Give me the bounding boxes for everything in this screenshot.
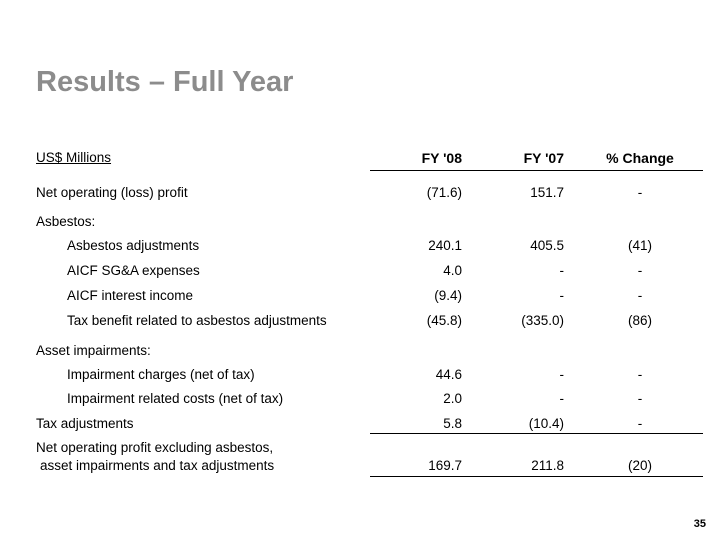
row-label: AICF interest income bbox=[67, 288, 194, 303]
row-fy07: (10.4) bbox=[528, 416, 564, 431]
row-fy07: - bbox=[559, 367, 564, 382]
total-rule bbox=[370, 476, 703, 477]
row-label: Impairment charges (net of tax) bbox=[67, 367, 255, 382]
row-fy07: 151.7 bbox=[530, 185, 564, 200]
row-label: Net operating (loss) profit bbox=[36, 185, 188, 200]
row-fy08: 5.8 bbox=[443, 416, 462, 431]
row-change: - bbox=[637, 263, 643, 278]
row-label-line1: Net operating profit excluding asbestos, bbox=[36, 440, 274, 455]
row-change: - bbox=[637, 391, 643, 406]
row-change: - bbox=[637, 367, 643, 382]
row-fy07: - bbox=[559, 288, 564, 303]
row-fy08: 4.0 bbox=[443, 263, 462, 278]
change-header: % Change bbox=[606, 150, 674, 166]
row-fy07: (335.0) bbox=[521, 313, 564, 328]
row-fy08: 2.0 bbox=[443, 391, 462, 406]
row-label: Tax adjustments bbox=[36, 416, 134, 431]
section-label-impairments: Asset impairments: bbox=[36, 343, 151, 358]
row-fy08: 169.7 bbox=[428, 458, 462, 473]
row-label: Asbestos adjustments bbox=[67, 238, 200, 253]
fy07-header: FY '07 bbox=[523, 150, 564, 166]
fy08-header: FY '08 bbox=[421, 150, 462, 166]
page-number: 35 bbox=[693, 518, 706, 530]
row-label: Tax benefit related to asbestos adjustments bbox=[67, 313, 327, 328]
row-fy08: 240.1 bbox=[428, 238, 462, 253]
row-fy08: (45.8) bbox=[426, 313, 462, 328]
row-fy08: (9.4) bbox=[434, 288, 462, 303]
header-rule bbox=[370, 170, 703, 171]
row-label: AICF SG&A expenses bbox=[67, 263, 200, 278]
row-label-line2: asset impairments and tax adjustments bbox=[40, 458, 275, 473]
row-fy08: (71.6) bbox=[426, 185, 462, 200]
row-change: - bbox=[637, 288, 643, 303]
row-fy07: - bbox=[559, 391, 564, 406]
row-change: (86) bbox=[627, 313, 652, 328]
row-fy08: 44.6 bbox=[435, 367, 462, 382]
row-change: - bbox=[637, 185, 643, 200]
row-change: (20) bbox=[627, 458, 652, 473]
row-change: (41) bbox=[627, 238, 652, 253]
slide-title: Results – Full Year bbox=[36, 66, 294, 98]
row-fy07: - bbox=[559, 263, 564, 278]
section-label-asbestos: Asbestos: bbox=[36, 214, 96, 229]
subtotal-rule bbox=[370, 433, 703, 434]
row-change: - bbox=[637, 416, 643, 431]
row-fy07: 405.5 bbox=[530, 238, 564, 253]
row-label: Impairment related costs (net of tax) bbox=[67, 391, 284, 406]
row-fy07: 211.8 bbox=[531, 458, 564, 473]
units-header: US$ Millions bbox=[36, 150, 112, 165]
